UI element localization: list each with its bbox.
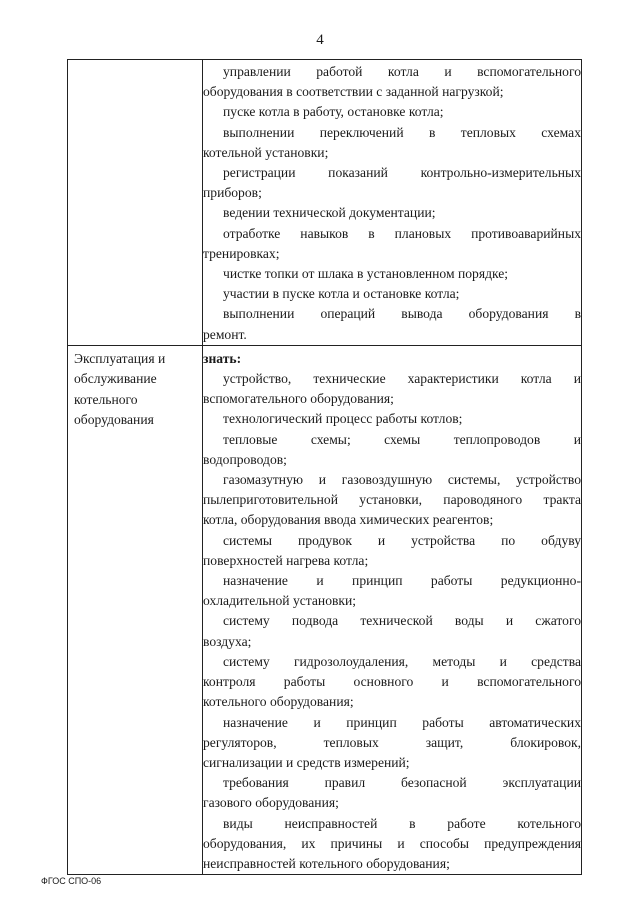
footer-standard-code: ФГОС СПО-06 bbox=[41, 876, 102, 886]
text-line: участии в пуске котла и остановке котла; bbox=[223, 286, 460, 302]
text-line: чистке топки от шлака в установленном порядке; bbox=[223, 266, 509, 282]
text-line: виды неисправностей в работе котельного bbox=[223, 815, 581, 831]
text-line: ведении технической документации; bbox=[223, 205, 436, 221]
row2-left-cell bbox=[68, 345, 203, 874]
text-line: вспомогательного оборудования; bbox=[203, 391, 394, 407]
text-line: котельной установки; bbox=[203, 144, 329, 160]
text-line: оборудования в соответствии с заданной нагрузкой; bbox=[203, 84, 504, 100]
text-line: неисправностей котельного оборудования; bbox=[203, 855, 450, 871]
section-label-line: котельного bbox=[74, 391, 138, 407]
competency-table bbox=[67, 59, 582, 875]
text-line: выполнении переключений в тепловых схемах bbox=[223, 124, 581, 140]
text-line: поверхностей нагрева котла; bbox=[203, 552, 369, 568]
text-line: требования правил безопасной эксплуатации bbox=[223, 775, 581, 791]
text-line: котельного оборудования; bbox=[203, 694, 354, 710]
text-line: газового оборудования; bbox=[203, 795, 339, 811]
row2-right-cell bbox=[203, 345, 582, 874]
text-line: назначение и принцип работы автоматических bbox=[223, 714, 581, 730]
text-line: регуляторов, тепловых защит, блокировок, bbox=[203, 734, 581, 750]
text-line: технологический процесс работы котлов; bbox=[223, 411, 463, 427]
text-line: пылеприготовительной установки, пароводяного тракта bbox=[203, 492, 581, 508]
text-line: сигнализации и средств измерений; bbox=[203, 754, 410, 770]
text-line: тренировках; bbox=[203, 245, 280, 261]
text-line: контроля работы основного и вспомогательного bbox=[203, 674, 581, 690]
text-line: отработке навыков в плановых противоаварийных bbox=[223, 225, 581, 241]
text-line: котла, оборудования ввода химических реагентов; bbox=[203, 512, 494, 528]
text-line: назначение и принцип работы редукционно- bbox=[223, 573, 581, 589]
know-heading: знать: bbox=[203, 350, 242, 366]
section-label-line: обслуживание bbox=[74, 371, 157, 387]
text-line: оборудования, их причины и способы предупреждения bbox=[203, 835, 581, 851]
text-line: систему подвода технической воды и сжатого bbox=[223, 613, 581, 629]
text-line: устройство, технические характеристики котла и bbox=[223, 371, 581, 387]
section-label-line: оборудования bbox=[74, 412, 154, 428]
row1-left-cell bbox=[68, 60, 203, 346]
text-line: приборов; bbox=[203, 185, 262, 201]
table-row bbox=[68, 345, 582, 874]
text-line: регистрации показаний контрольно-измерительных bbox=[223, 165, 581, 181]
text-line: систему гидрозолоудаления, методы и средства bbox=[223, 653, 581, 669]
text-line: пуске котла в работу, остановке котла; bbox=[223, 104, 444, 120]
text-line: воздуха; bbox=[203, 633, 252, 649]
text-line: тепловые схемы; схемы теплопроводов и bbox=[223, 431, 581, 447]
table-row bbox=[68, 60, 582, 346]
text-line: газомазутную и газовоздушную системы, устройство bbox=[223, 472, 581, 488]
page-number: 4 bbox=[316, 32, 324, 48]
row1-right-cell bbox=[203, 60, 582, 346]
section-label-line: Эксплуатация и bbox=[74, 350, 166, 366]
text-line: управлении работой котла и вспомогательного bbox=[223, 64, 581, 79]
text-line: охладительной установки; bbox=[203, 593, 357, 609]
text-line: водопроводов; bbox=[203, 451, 287, 467]
text-line: выполнении операций вывода оборудования в bbox=[223, 306, 581, 322]
text-line: системы продувок и устройства по обдуву bbox=[223, 532, 581, 548]
text-line: ремонт. bbox=[203, 326, 247, 342]
